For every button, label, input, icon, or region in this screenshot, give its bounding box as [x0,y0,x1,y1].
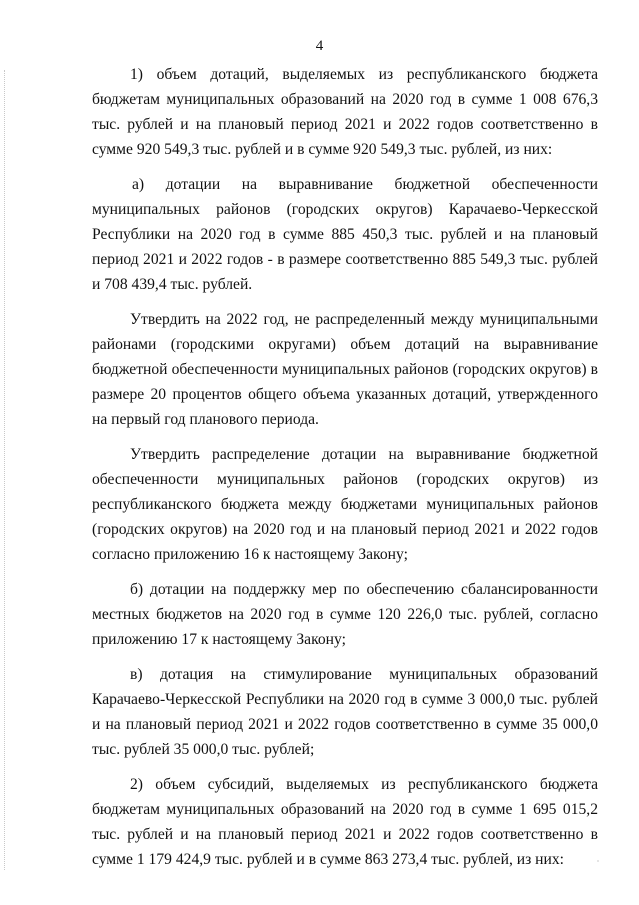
page-number: 4 [315,38,324,54]
document-body [92,62,598,872]
paragraph-1-subsidies-total: 1) объем дотаций, выделяемых из республиканского бюджета бюджетам муниципальных образований на 2020 год в сумме 1 008 676,3 тыс. рублей и на плановый период 2021 и 2022 годов соответственно в сумме 920 549,3 тыс. рублей и в сумме 920 549,3 тыс. рублей, из них: [92,66,598,158]
paragraph-approve-distribution: Утвердить распределение дотации на выравнивание бюджетной обеспеченности муниципальных районов (городских округов) из республиканского бюджета между бюджетами муниципальных районов (городских округов) на 2020 год и на плановый период 2021 и 2022 годов согласно приложению 16 к настоящему Закону; [92,446,598,563]
scan-edge-line [4,70,5,870]
paragraph-a-equalization-grants: а) дотации на выравнивание бюджетной обеспеченности муниципальных районов (городских округов) Карачаево-Черкесской Республики на 2020 год в сумме 885 450,3 тыс. рублей и на плановый период 2021 и 2022 годов - в размере соответственно 885 549,3 тыс. рублей и 708 439,4 тыс. рублей. [92,176,598,293]
paragraph-2-subsidies-volume: 2) объем субсидий, выделяемых из республиканского бюджета бюджетам муниципальных образований на 2020 год в сумме 1 695 015,2 тыс. рублей и на плановый период 2021 и 2022 годов соответственно в сумме 1 179 424,9 тыс. рублей и в сумме 863 273,4 тыс. рублей, из них: [92,776,598,868]
paragraph-c-stimulation-grant: в) дотация на стимулирование муниципальных образований Карачаево-Черкесской Республики на 2020 год в сумме 3 000,0 тыс. рублей и на плановый период 2021 и 2022 годов соответственно в сумме 35 000,0 тыс. рублей 35 000,0 тыс. рублей; [92,666,598,758]
scan-speck [597,860,599,862]
paragraph-b-balance-support: б) дотации на поддержку мер по обеспечению сбалансированности местных бюджетов на 2020 год в сумме 120 226,0 тыс. рублей, согласно приложению 17 к настоящему Закону; [92,581,598,648]
paragraph-approve-2022-undistributed: Утвердить на 2022 год, не распределенный между муниципальными районами (городскими округами) объем дотаций на выравнивание бюджетной обеспеченности муниципальных районов (городских округов) в размере 20 процентов общего объема указанных дотаций, утвержденного на первый год планового периода. [92,311,598,428]
